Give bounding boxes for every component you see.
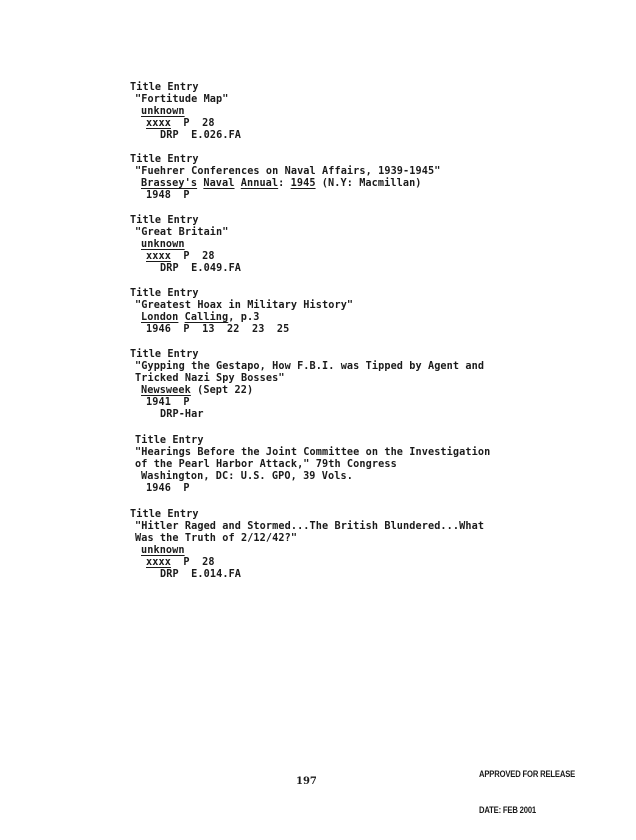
entry-title-line-2: of the Pearl Harbor Attack," 79th Congress — [135, 459, 397, 470]
page-number: 197 — [296, 776, 317, 787]
entry-ref-tail: P 28 — [170, 251, 215, 262]
source-annual: Annual — [240, 178, 279, 189]
source-london: London — [141, 312, 179, 323]
source-year: 1945 — [290, 178, 316, 189]
entry-title-line-2: Tricked Nazi Spy Bosses" — [135, 373, 285, 384]
source-naval: Naval — [203, 178, 235, 189]
entry-xxxx: xxxx — [146, 557, 171, 568]
source-brasseys: Brassey's — [141, 178, 198, 189]
entry-heading: Title Entry — [130, 349, 199, 360]
entry-file-code: DRP E.026.FA — [160, 130, 242, 141]
entry-heading: Title Entry — [135, 435, 204, 446]
entry-source: Newsweek (Sept 22) — [141, 385, 254, 396]
entry-file-code: DRP E.014.FA — [160, 569, 242, 580]
entry-title: "Fuehrer Conferences on Naval Affairs, 1939-1945" — [135, 166, 441, 177]
entry-source: unknown — [141, 106, 185, 117]
entry-reference — [146, 251, 215, 263]
entry-title-line-1: "Hearings Before the Joint Committee on the Investigation — [135, 447, 491, 458]
entry-reference — [146, 118, 215, 130]
entry-file-code: DRP E.049.FA — [160, 263, 242, 274]
entry-source: unknown — [141, 239, 185, 250]
entry-publisher: Washington, DC: U.S. GPO, 39 Vols. — [141, 471, 353, 482]
entry-xxxx: xxxx — [146, 251, 171, 262]
entry-title-line-1: "Hitler Raged and Stormed...The British Blundered...What — [135, 521, 485, 532]
source-calling: Calling — [184, 312, 229, 323]
entry-title-line-1: "Gypping the Gestapo, How F.B.I. was Tipped by Agent and — [135, 361, 485, 372]
entry-source: London Calling, p.3 — [141, 312, 260, 323]
release-stamp-line-1: APPROVED FOR RELEASE — [479, 769, 576, 779]
entry-heading: Title Entry — [130, 509, 199, 520]
release-stamp-line-2: DATE: FEB 2001 — [479, 805, 537, 815]
entry-title: "Great Britain" — [135, 227, 229, 238]
entry-file-code: DRP-Har — [160, 409, 204, 420]
entry-year: 1941 P — [146, 397, 190, 408]
release-stamp — [479, 744, 575, 840]
entry-year: 1948 P — [146, 190, 190, 201]
entry-ref-tail: P 28 — [170, 557, 215, 568]
entry-heading: Title Entry — [130, 288, 199, 299]
entry-source: Brassey's Naval Annual: 1945 (N.Y: Macmillan) — [141, 178, 422, 189]
entry-year-pages: 1946 P 13 22 23 25 — [146, 324, 290, 335]
entry-title: "Fortitude Map" — [135, 94, 229, 105]
entry-year: 1946 P — [146, 483, 190, 494]
entry-title: "Greatest Hoax in Military History" — [135, 300, 354, 311]
source-newsweek: Newsweek — [141, 385, 191, 396]
entry-heading: Title Entry — [130, 82, 199, 93]
entry-source: unknown — [141, 545, 185, 556]
entry-ref-tail: P 28 — [170, 118, 215, 129]
entry-heading: Title Entry — [130, 154, 199, 165]
entry-xxxx: xxxx — [146, 118, 171, 129]
entry-heading: Title Entry — [130, 215, 199, 226]
entry-reference — [146, 557, 215, 569]
entry-title-line-2: Was the Truth of 2/12/42?" — [135, 533, 298, 544]
